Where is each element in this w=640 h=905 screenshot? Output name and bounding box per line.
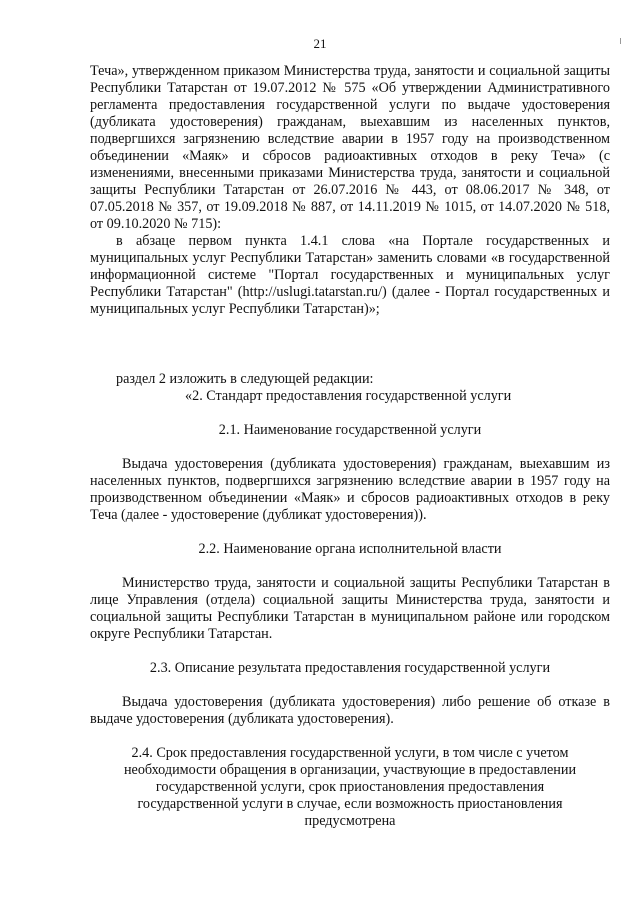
page-number: 21 [313, 36, 327, 51]
paragraph-2-3: Выдача удостоверения (дубликата удостоверения) либо решение об отказе в выдаче удостоверения (дубликата удостоверения). [90, 694, 610, 727]
heading-2-3: 2.3. Описание результата предоставления государственной услуги [149, 660, 551, 676]
heading-2-1: 2.1. Наименование государственной услуги [218, 422, 482, 438]
paragraph-amendment-intro: Теча», утвержденном приказом Министерства труда, занятости и социальной защиты Республики Татарстан от 19.07.2012 № 575 «Об утверждении Административного регламента предоставления государственной услуги по выдаче удостоверения (дубликата удостоверения) гражданам, выехавшим из населенных пунктов, подвергшихся загрязнению вследствие аварии в 1957 году на производственном объединении «Маяк» и сбросов радиоактивных отходов в реку Теча» (с изменениями, внесенными приказами Министерства труда, занятости и социальной защиты Республики Татарстан от 26.07.2016 № 443, от 08.06.2017 № 348, от 07.05.2018 № 357, от 19.09.2018 № 887, от 14.11.2019 № 1015, от 14.07.2020 № 518, от 09.10.2020 № 715): [90, 63, 610, 232]
paragraph-2-1: Выдача удостоверения (дубликата удостоверения) гражданам, выехавшим из населенных пунктов, подвергшихся загрязнению вследствие аварии в 1957 году на производственном объединении «Маяк» и сбросов радиоактивных отходов в реку Теча (далее - удостоверение (дубликат удостоверения)). [90, 456, 610, 523]
paragraph-amendment-141: в абзаце первом пункта 1.4.1 слова «на Портале государственных и муниципальных услуг Республики Татарстан» заменить словами «в государственной информационной системе "Портал государственных и муниципальных услуг Республики Татарстан" (http://uslugi.tatarstan.ru/) (далее - Портал государственных и муниципальных услуг Республики Татарстан)»; [90, 233, 610, 317]
paragraph-section2-intro: раздел 2 изложить в следующей редакции: [116, 371, 374, 387]
heading-2-4: 2.4. Срок предоставления государственной услуги, в том числе с учетом необходимости обращения в организации, участвующие в предоставлении государственной услуги, срок приостановления предоставления государственной услуги в случае, если возможность приостановления предусмотрена [123, 745, 577, 829]
heading-2-2: 2.2. Наименование органа исполнительной власти [198, 541, 502, 557]
section-2-heading: «2. Стандарт предоставления государственной услуги [185, 388, 512, 404]
document-body [90, 63, 610, 830]
paragraph-2-2: Министерство труда, занятости и социальной защиты Республики Татарстан в лице Управления (отдела) социальной защиты Министерства труда, занятости и социальной защиты Республики Татарстан в муниципальном районе или городском округе Республики Татарстан. [90, 575, 610, 642]
